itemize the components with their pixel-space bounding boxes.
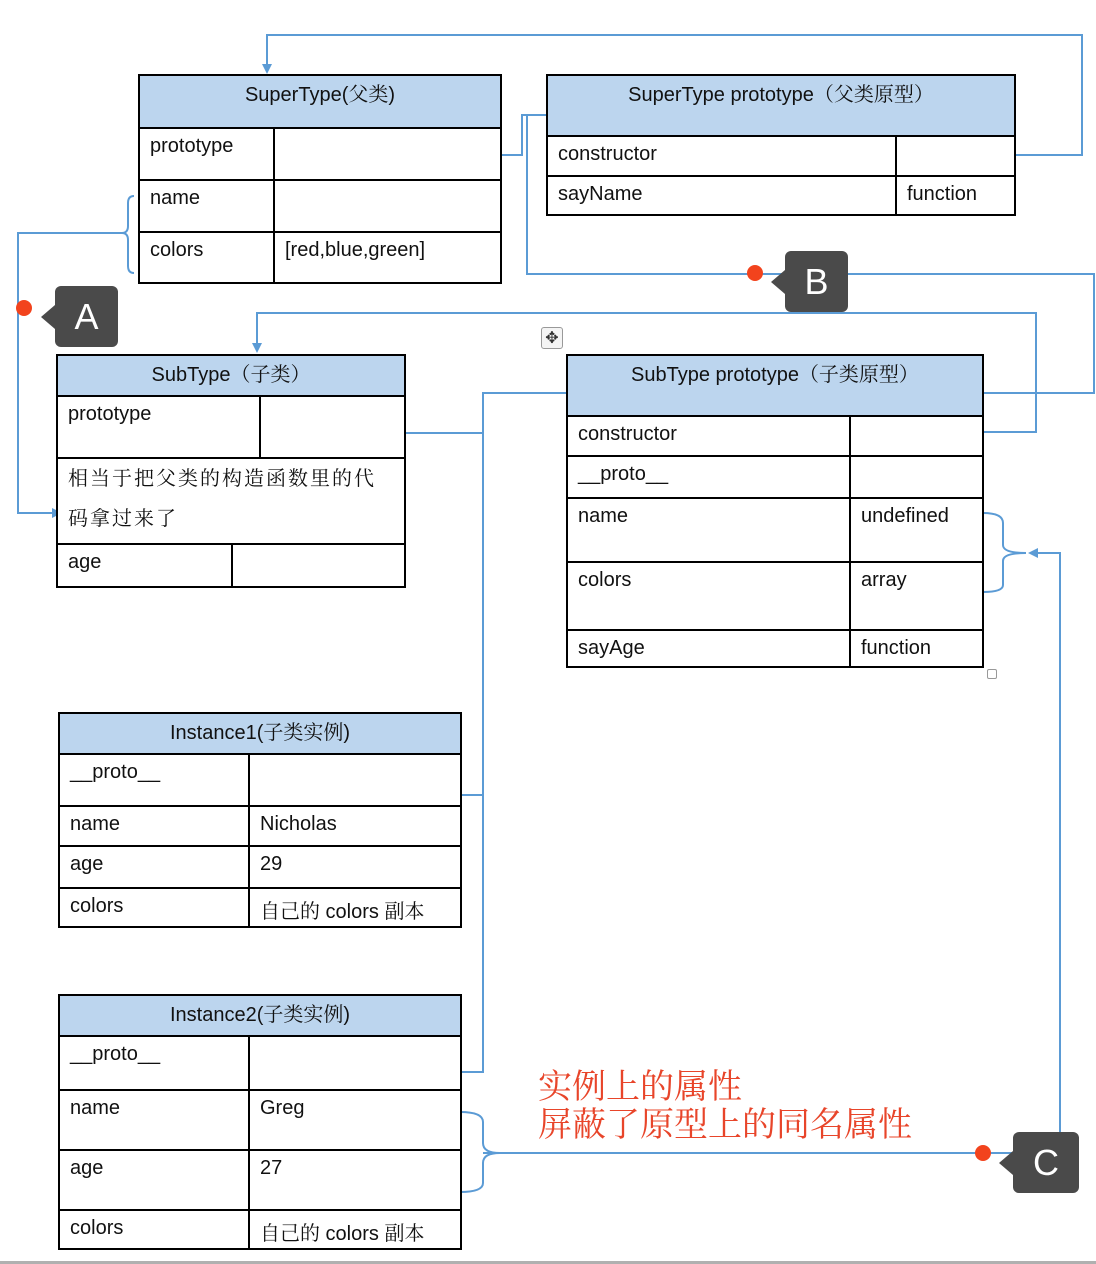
resize-handle-icon[interactable] [987, 669, 997, 679]
instance1-value: 自己的 colors 副本 [260, 901, 425, 923]
supertype-value: [red,blue,green] [285, 239, 426, 261]
instance1-key: colors [60, 889, 250, 926]
move-handle-icon[interactable]: ✥ [541, 327, 563, 349]
subtype-prototype-value: array [861, 569, 907, 591]
supertype-table [138, 74, 502, 284]
marker-b-dot [747, 265, 763, 281]
subtype-key: prototype [58, 397, 261, 457]
instance2-key: age [60, 1151, 250, 1209]
subtype-prototype-key: constructor [568, 417, 851, 455]
supertype-key: name [140, 181, 275, 231]
subtype-prototype-key: name [568, 499, 851, 561]
brace-instance2 [460, 1112, 500, 1192]
annotation-text [538, 1068, 912, 1144]
instance1-key: age [60, 847, 250, 887]
instance2-key: name [60, 1091, 250, 1149]
supertype-key: prototype [140, 129, 275, 179]
supertype-prototype-table [546, 74, 1016, 216]
subtype-prototype-key: __proto__ [568, 457, 851, 497]
supertype-prototype-title: SuperType prototype（父类原型） [548, 76, 1014, 137]
subtype-table [56, 354, 406, 588]
subtype-value [261, 397, 281, 457]
subtype-key: age [58, 545, 233, 586]
instance2-title: Instance2(子类实例) [60, 996, 460, 1037]
subtype-value [233, 545, 253, 586]
supertype-value [275, 181, 295, 231]
annotation-line-1: 实例上的属性 [538, 1068, 742, 1106]
subtype-prototype-value: undefined [861, 505, 949, 527]
subtype-prototype-title: SubType prototype（子类原型） [568, 356, 982, 417]
subtype-prototype-value [851, 457, 871, 497]
instance2-key: colors [60, 1211, 250, 1248]
instance2-key: __proto__ [60, 1037, 250, 1089]
instance2-table [58, 994, 462, 1250]
brace-supertype-left [122, 196, 134, 273]
subtype-prototype-value [851, 417, 871, 455]
instance2-value: 27 [260, 1157, 283, 1179]
supertype-prototype-key: constructor [548, 137, 897, 175]
supertype-prototype-value [897, 137, 917, 175]
subtype-prototype-key: colors [568, 563, 851, 629]
subtype-prototype-table [566, 354, 984, 668]
instance1-key: __proto__ [60, 755, 250, 805]
instance1-title: Instance1(子类实例) [60, 714, 460, 755]
marker-a-dot [16, 300, 32, 316]
subtype-title: SubType（子类） [58, 356, 404, 397]
supertype-prototype-value: function [907, 183, 978, 205]
marker-c-dot [975, 1145, 991, 1161]
subtype-prototype-key: sayAge [568, 631, 851, 666]
instance2-value: 自己的 colors 副本 [260, 1223, 425, 1245]
subtype-prototype-value: function [861, 637, 932, 659]
marker-a-badge: A [55, 286, 118, 347]
supertype-key: colors [140, 233, 275, 282]
instance1-key: name [60, 807, 250, 845]
instance1-value [250, 755, 270, 805]
instance2-value [250, 1037, 270, 1089]
instance1-value: Nicholas [260, 813, 337, 835]
annotation-line-2: 屏蔽了原型上的同名属性 [538, 1106, 912, 1144]
marker-b-badge: B [785, 251, 848, 312]
instance1-value: 29 [260, 853, 283, 875]
connector-subtype-prototype [381, 393, 583, 433]
supertype-title: SuperType(父类) [140, 76, 500, 129]
subtype-constructor-note: 相当于把父类的构造函数里的代码拿过来了 [68, 468, 376, 530]
supertype-prototype-key: sayName [548, 177, 897, 214]
instance2-value: Greg [260, 1097, 305, 1119]
instance1-table [58, 712, 462, 928]
brace-subtype-prototype [983, 513, 1026, 592]
supertype-value [275, 129, 295, 179]
marker-c-badge: C [1013, 1132, 1079, 1193]
